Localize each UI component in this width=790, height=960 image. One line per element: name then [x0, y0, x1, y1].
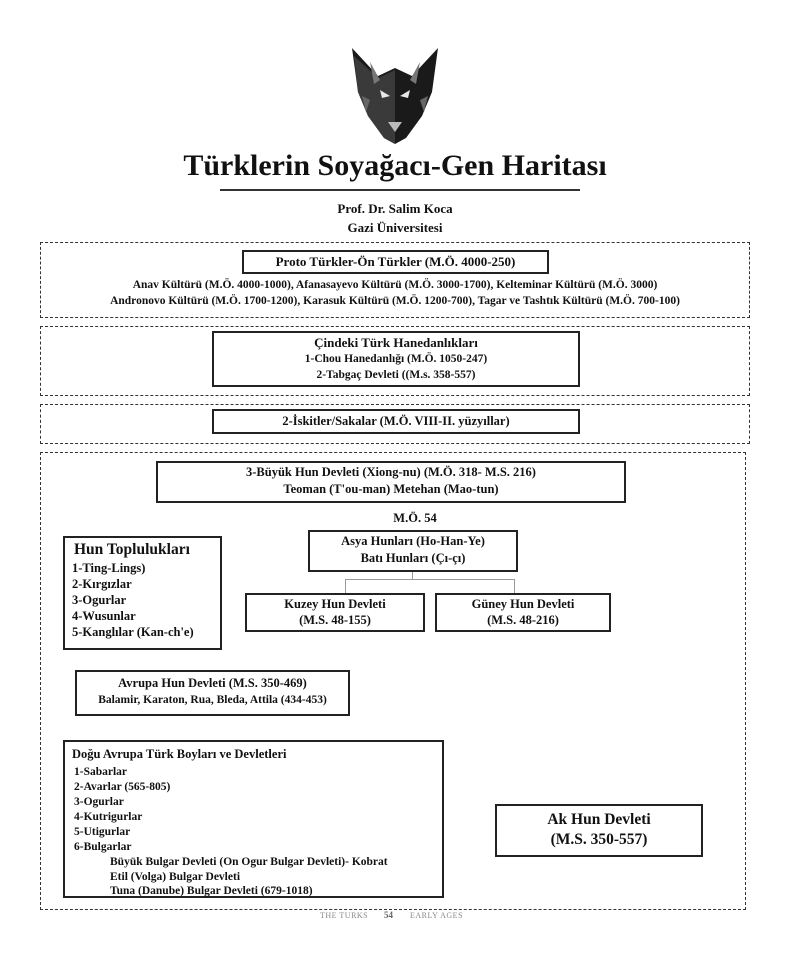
scythians-box: 2-İskitler/Sakalar (M.Ö. VIII-II. yüzyıllar) — [212, 409, 580, 434]
european-hun-title: Avrupa Hun Devleti (M.S. 350-469) — [118, 676, 307, 690]
page-title: Türklerin Soyağacı-Gen Haritası — [183, 149, 607, 182]
institution: Gazi Üniversitesi — [347, 220, 443, 235]
bulgar-sub-item: Büyük Bulgar Devleti (On Ogur Bulgar Devleti)- Kobrat — [110, 856, 388, 868]
white-hun-dates: (M.S. 350-557) — [550, 831, 648, 848]
hun-group-item: 2-Kırgızlar — [72, 577, 132, 591]
east-europe-title: Doğu Avrupa Türk Boyları ve Devletleri — [72, 747, 287, 761]
north-hun-title: Kuzey Hun Devleti — [284, 597, 386, 611]
east-europe-item: 6-Bulgarlar — [74, 841, 132, 853]
hun-group-item: 4-Wusunlar — [72, 609, 136, 623]
east-europe-item: 3-Ogurlar — [74, 796, 124, 808]
hun-groups-title: Hun Toplulukları — [74, 541, 190, 558]
proto-cultures-line1: Anav Kültürü (M.Ö. 4000-1000), Afanasayevo Kültürü (M.Ö. 3000-1700), Kelteminar Kültürü (M.Ö. 3000) — [132, 279, 658, 291]
footer-right: EARLY AGES — [410, 911, 464, 920]
hun-group-item: 1-Ting-Lings) — [72, 561, 146, 575]
connector-left — [345, 579, 346, 593]
east-europe-item: 1-Sabarlar — [74, 766, 128, 778]
east-europe-item: 4-Kutrigurlar — [74, 811, 143, 823]
north-hun-dates: (M.S. 48-155) — [299, 613, 371, 627]
south-hun-dates: (M.S. 48-216) — [487, 613, 559, 627]
great-hun-rulers: Teoman (T'ou-man) Metehan (Mao-tun) — [283, 482, 499, 496]
asian-huns-line2: Batı Hunları (Çı-çı) — [360, 551, 466, 565]
wolf-head-icon — [340, 40, 450, 145]
author: Prof. Dr. Salim Koca — [337, 201, 453, 216]
hun-group-item: 3-Ogurlar — [72, 593, 127, 607]
great-hun-title: 3-Büyük Hun Devleti (Xiong-nu) (M.Ö. 318- M.S. 216) — [246, 465, 536, 479]
east-europe-item: 2-Avarlar (565-805) — [74, 781, 171, 793]
east-europe-item: 5-Utigurlar — [74, 826, 131, 838]
connector-bar — [345, 579, 515, 580]
european-hun-rulers: Balamir, Karaton, Rua, Bleda, Attila (434-453) — [98, 694, 327, 706]
asian-huns-line1: Asya Hunları (Ho-Han-Ye) — [341, 534, 485, 548]
china-item-2: 2-Tabgaç Devleti ((M.s. 358-557) — [316, 369, 476, 381]
proto-title-box: Proto Türkler-Ön Türkler (M.Ö. 4000-250) — [242, 250, 549, 274]
footer-left: THE TURKS — [320, 911, 369, 920]
bulgar-sub-item: Tuna (Danube) Bulgar Devleti (679-1018) — [110, 885, 313, 897]
china-item-1: 1-Chou Hanedanlığı (M.Ö. 1050-247) — [304, 353, 488, 365]
footer-page-number: 54 — [384, 910, 393, 920]
hun-group-item: 5-Kanglılar (Kan-ch'e) — [72, 625, 194, 639]
wolf-head-logo — [340, 40, 450, 145]
split-date: M.Ö. 54 — [393, 511, 437, 525]
white-hun-title: Ak Hun Devleti — [547, 811, 651, 828]
title-underline — [220, 189, 580, 191]
proto-cultures-line2: Andronovo Kültürü (M.Ö. 1700-1200), Karasuk Kültürü (M.Ö. 1200-700), Tagar ve Tashtık Kültürü (M.Ö. 700-100) — [110, 295, 680, 307]
china-title: Çindeki Türk Hanedanlıkları — [314, 335, 478, 350]
bulgar-sub-item: Etil (Volga) Bulgar Devleti — [110, 871, 241, 883]
connector-right — [514, 579, 515, 593]
south-hun-title: Güney Hun Devleti — [471, 597, 575, 611]
